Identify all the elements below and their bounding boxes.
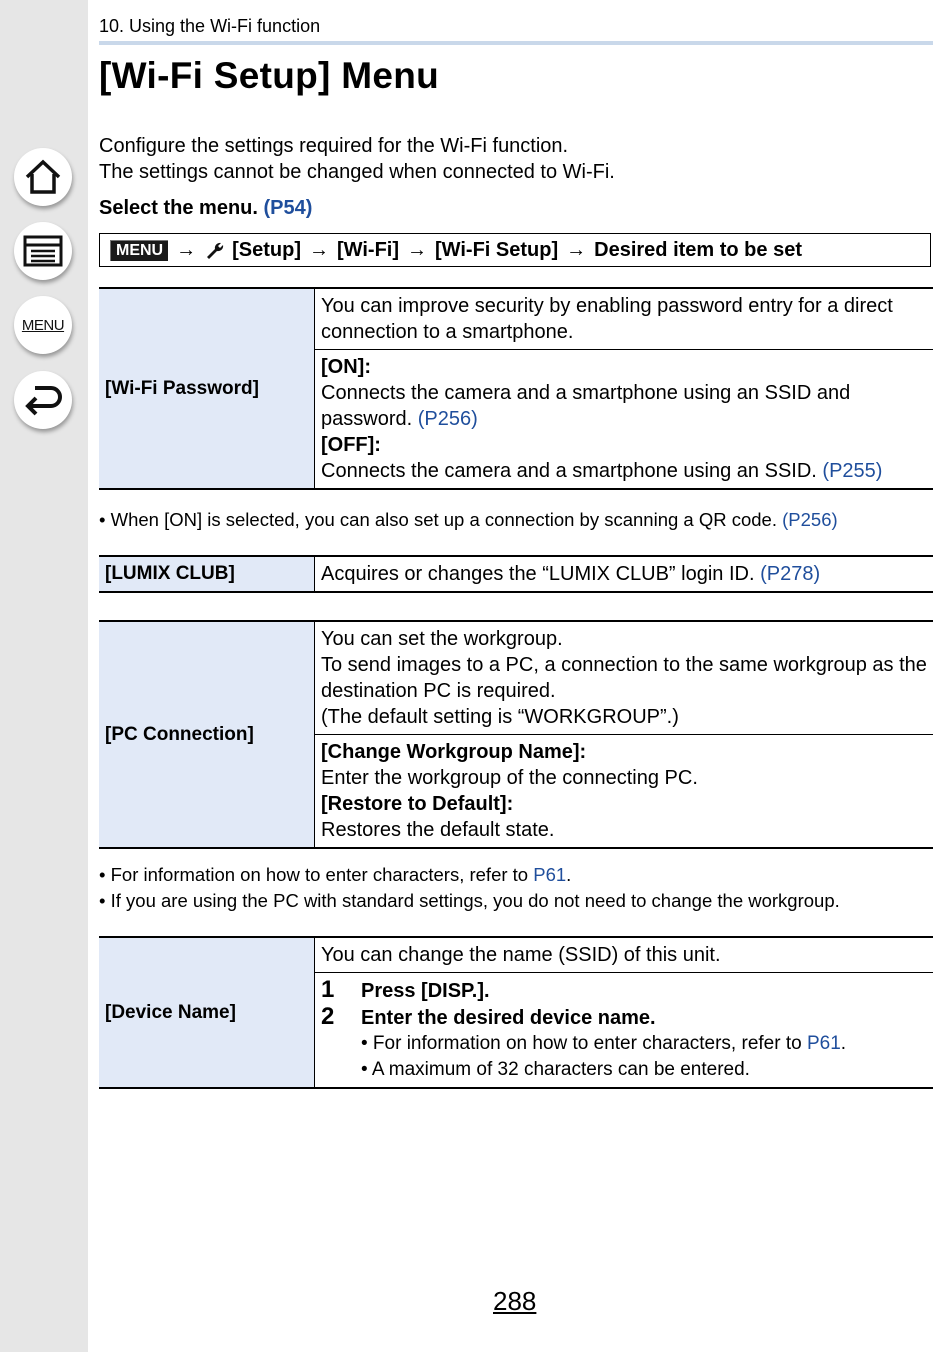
pc-note-1: • For information on how to enter characters, refer to P61. xyxy=(99,864,572,885)
restore-default-label: [Restore to Default]: xyxy=(321,793,514,815)
lumix-club-table xyxy=(99,555,933,593)
lumix-club-desc xyxy=(315,556,934,592)
device-name-steps xyxy=(315,973,934,1089)
path-target: Desired item to be set xyxy=(594,238,802,261)
chapter-header: 10. Using the Wi-Fi function xyxy=(99,16,321,36)
path-setup: [Setup] xyxy=(232,238,301,261)
path-arrow: → xyxy=(176,238,197,261)
pc-connection-line-3: (The default setting is “WORKGROUP”.) xyxy=(321,706,679,728)
qr-note-text: • When [ON] is selected, you can also set up a connection by scanning a QR code. xyxy=(99,509,777,530)
step-1-number: 1 xyxy=(321,976,335,1003)
option-off-label: [OFF]: xyxy=(321,434,381,456)
step-2 xyxy=(321,1004,927,1031)
pc-note-2: • If you are using the PC with standard settings, you do not need to change the workgroup. xyxy=(99,890,840,911)
option-on-text xyxy=(321,380,927,432)
step-2-number: 2 xyxy=(321,1003,335,1030)
home-button[interactable] xyxy=(14,148,72,206)
device-name-desc: You can change the name (SSID) of this unit. xyxy=(315,937,934,973)
change-workgroup-text: Enter the workgroup of the connecting PC. xyxy=(321,767,698,789)
back-arrow-icon xyxy=(23,382,63,418)
step-1-text: Press [DISP.]. xyxy=(361,980,490,1002)
wrench-icon xyxy=(204,240,224,260)
wifi-password-label: [Wi-Fi Password] xyxy=(99,288,315,489)
pc-connection-notes xyxy=(99,862,840,914)
change-workgroup-label: [Change Workgroup Name]: xyxy=(321,741,587,763)
step-1 xyxy=(321,977,927,1004)
lumix-club-label: [LUMIX CLUB] xyxy=(99,556,315,592)
pc-connection-line-1: You can set the workgroup. xyxy=(321,628,563,650)
pc-note-1-text: • For information on how to enter characters, refer to xyxy=(99,864,529,885)
step-bullet-1-ref-link[interactable]: P61 xyxy=(806,1033,841,1054)
device-name-table xyxy=(99,936,933,1089)
pc-connection-line-2: To send images to a PC, a connection to the same workgroup as the destination PC is required. xyxy=(321,654,927,702)
wifi-password-table xyxy=(99,287,933,490)
pc-connection-options xyxy=(315,735,934,849)
menu-button[interactable] xyxy=(14,296,72,354)
step-bullet-1-text: • For information on how to enter characters, refer to xyxy=(361,1033,802,1054)
pc-note-1-ref-link[interactable]: P61 xyxy=(533,864,567,885)
sidebar xyxy=(0,0,88,1352)
path-arrow: → xyxy=(566,238,587,261)
lumix-club-ref-link[interactable]: (P278) xyxy=(760,563,821,585)
select-menu-ref-link[interactable]: (P54) xyxy=(263,197,313,219)
option-off-text xyxy=(321,458,927,484)
wifi-password-desc: You can improve security by enabling password entry for a direct connection to a smartphone. xyxy=(315,288,934,350)
menu-path xyxy=(99,233,931,267)
option-on-label: [ON]: xyxy=(321,356,371,378)
intro-line-2: The settings cannot be changed when connected to Wi-Fi. xyxy=(99,161,615,183)
option-on-ref-link[interactable]: (P256) xyxy=(417,408,478,430)
device-name-label: [Device Name] xyxy=(99,937,315,1088)
intro-text xyxy=(99,133,615,185)
pc-connection-desc xyxy=(315,621,934,735)
qr-note-ref-link[interactable]: (P256) xyxy=(782,509,838,530)
path-arrow: → xyxy=(309,238,329,261)
wifi-password-options xyxy=(315,350,934,490)
select-menu-instruction xyxy=(99,197,312,220)
step-bullet-2: • A maximum of 32 characters can be entered. xyxy=(361,1059,750,1080)
path-wifi-setup: [Wi-Fi Setup] xyxy=(435,238,559,261)
contents-button[interactable] xyxy=(14,222,72,280)
home-icon xyxy=(23,157,63,197)
restore-default-text: Restores the default state. xyxy=(321,819,555,841)
step-bullet-1: • For information on how to enter characters, refer to P61. xyxy=(361,1033,847,1054)
option-on-desc: Connects the camera and a smartphone using an SSID and password. xyxy=(321,382,851,430)
contents-list-icon xyxy=(23,234,63,268)
step-2-text: Enter the desired device name. xyxy=(361,1007,656,1029)
path-arrow: → xyxy=(407,238,428,261)
menu-badge: MENU xyxy=(110,240,168,261)
intro-line-1: Configure the settings required for the Wi-Fi function. xyxy=(99,135,569,157)
menu-button-label: MENU xyxy=(21,316,65,334)
page-number: 288 xyxy=(493,1286,537,1316)
back-button[interactable] xyxy=(14,371,72,429)
lumix-club-desc-text: Acquires or changes the “LUMIX CLUB” login ID. xyxy=(321,563,755,585)
header-divider xyxy=(99,41,933,45)
wifi-password-note xyxy=(99,507,838,533)
pc-connection-label: [PC Connection] xyxy=(99,621,315,848)
page-title: [Wi-Fi Setup] Menu xyxy=(99,55,440,96)
path-wifi: [Wi-Fi] xyxy=(337,238,400,261)
select-menu-label: Select the menu. xyxy=(99,197,258,219)
pc-connection-table xyxy=(99,620,933,849)
option-off-ref-link[interactable]: (P255) xyxy=(822,460,883,482)
option-off-desc: Connects the camera and a smartphone using an SSID. xyxy=(321,460,817,482)
